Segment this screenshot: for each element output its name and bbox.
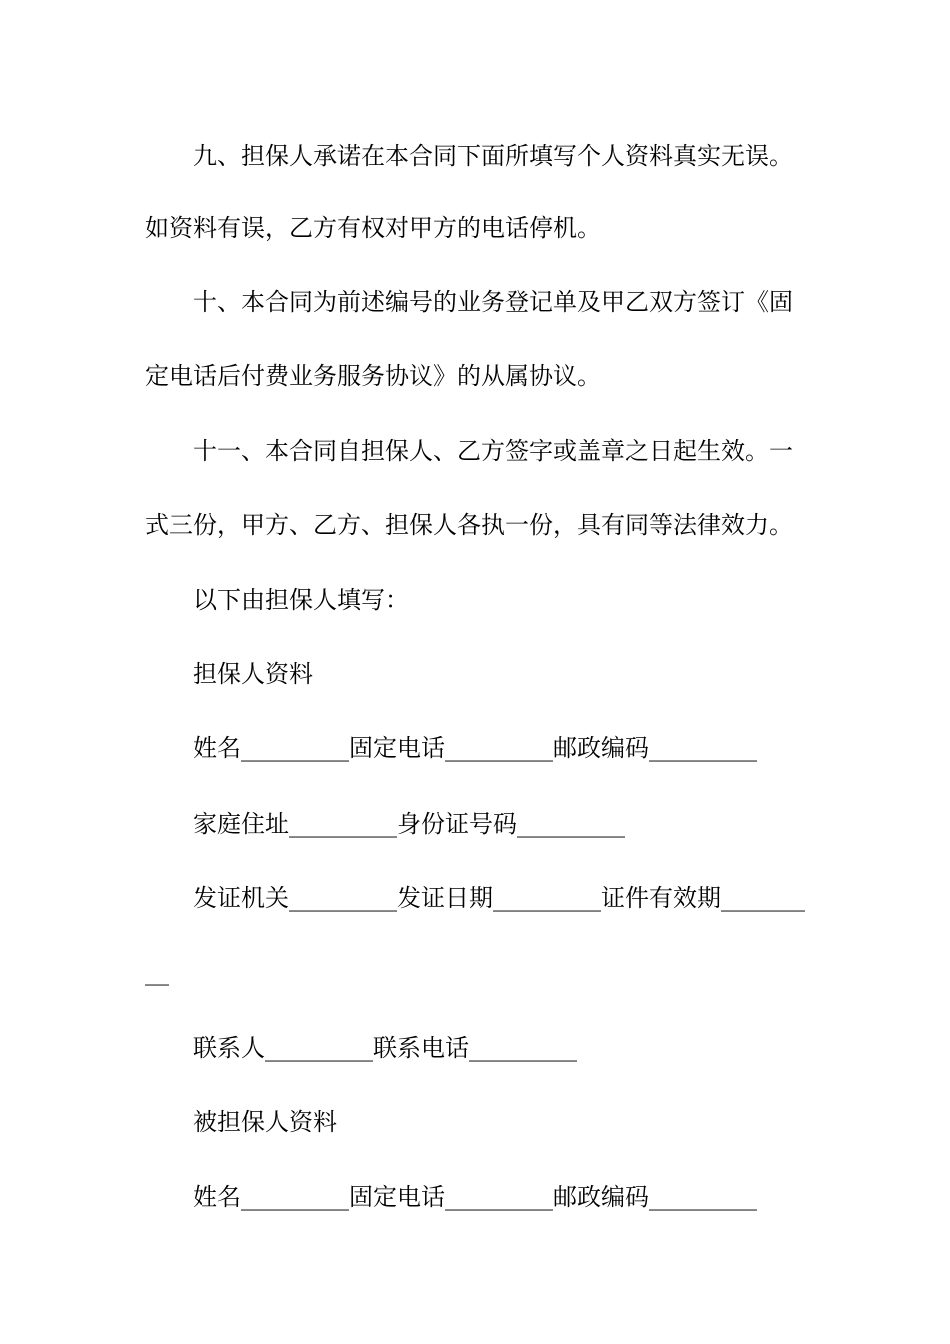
guarantor-contact-phone: 联系人_________联系电话_________ [193,1034,577,1062]
guarantor-address-id: 家庭住址_________身份证号码_________ [193,810,625,838]
clause-9-line-2: 如资料有误，乙方有权对甲方的电话停机。 [145,214,601,242]
guarantor-fill-instruction: 以下由担保人填写： [193,586,409,614]
guaranteed-name-phone-postcode: 姓名_________固定电话_________邮政编码_________ [193,1183,757,1211]
clause-9-line-1: 九、担保人承诺在本合同下面所填写个人资料真实无误。 [193,142,793,170]
clause-10-line-1: 十、本合同为前述编号的业务登记单及甲乙双方签订《固 [193,288,793,316]
guaranteed-party-info-heading: 被担保人资料 [193,1108,337,1136]
clause-11-line-1: 十一、本合同自担保人、乙方签字或盖章之日起生效。一 [193,437,793,465]
guarantor-issuer-date-validity: 发证机关_________发证日期_________证件有效期_______ [193,884,805,912]
guarantor-info-heading: 担保人资料 [193,660,313,688]
clause-10-line-2: 定电话后付费业务服务协议》的从属协议。 [145,362,601,390]
clause-11-line-2: 式三份，甲方、乙方、担保人各执一份，具有同等法律效力。 [145,511,793,539]
guarantor-name-phone-postcode: 姓名_________固定电话_________邮政编码_________ [193,734,757,762]
guarantor-validity-blank-continued: __ [145,958,169,986]
